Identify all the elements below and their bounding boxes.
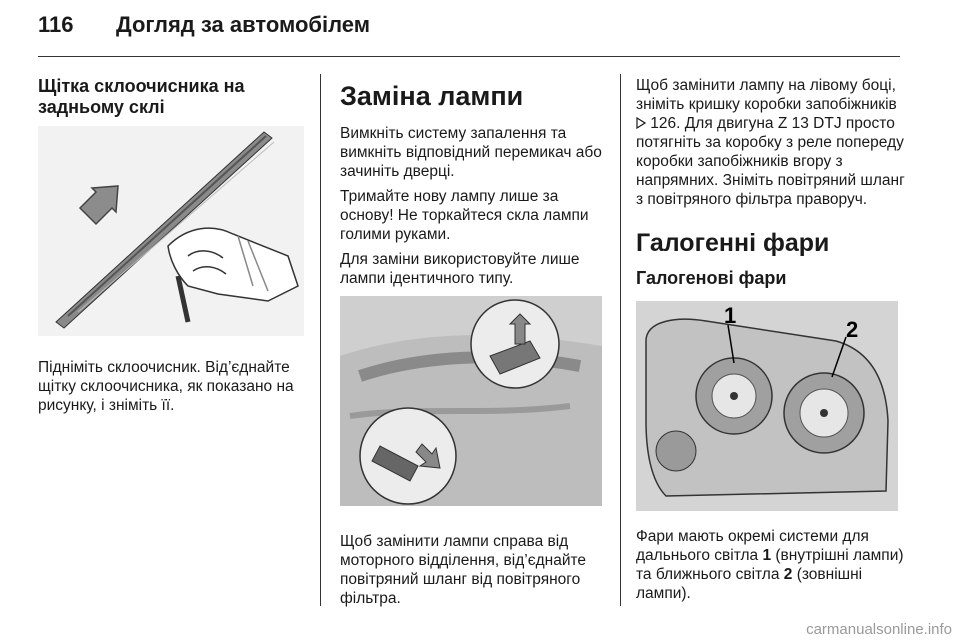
column-divider-2	[620, 74, 621, 606]
section-heading-wiper: Щітка склоочисника на задньому склі	[38, 76, 245, 117]
left-side-para	[636, 76, 906, 209]
column-3	[636, 76, 906, 609]
column-1	[38, 76, 306, 421]
bulb-para-2: Тримайте нову лампу лише за основу! Не торкайтеся скла лампи голими руками.	[340, 188, 589, 243]
header-rule	[38, 56, 900, 57]
engine-bay-illustration	[340, 296, 602, 506]
triangle-ref-icon	[636, 117, 646, 129]
caption-bold-1: 1	[762, 547, 772, 564]
figure-label-2: 2	[846, 317, 859, 342]
caption-text-c: (внутрішні лампи) та ближнього світла	[636, 547, 904, 583]
page-header	[38, 12, 370, 52]
page-number: 116	[38, 12, 74, 37]
headlamp-caption	[636, 527, 906, 603]
section-heading-bulb: Заміна лампи	[340, 81, 524, 111]
left-side-text-b: 126. Для двигуна Z 13 DTJ просто потягніть за коробку з реле попереду коробки запобіжників вгору з напрямних. Зніміть повітряний шланг з повітряного фільтра праворуч.	[636, 115, 905, 208]
arrow-up-left-icon	[80, 186, 118, 224]
figure-label-1: 1	[724, 303, 737, 328]
bulb-para-4: Щоб замінити лампи справа від моторного відділення, від’єднайте повітряний шланг від повітряного фільтра.	[340, 533, 587, 607]
left-side-text-a: Щоб замінити лампу на лівому боці, зніміть кришку коробки запобіжників	[636, 77, 897, 113]
headlamp-illustration	[636, 301, 898, 511]
column-divider-1	[320, 74, 321, 606]
wiper-instructions: Підніміть склоочисник. Від’єднайте щітку склоочисника, як показано на рисунку, і зніміть її.	[38, 359, 294, 414]
bulb-para-1: Вимкніть систему запалення та вимкніть відповідний перемикач або зачиніть дверці.	[340, 125, 602, 180]
bulb-para-3: Для заміни використовуйте лише лампи ідентичного типу.	[340, 251, 580, 287]
caption-text-a: Фари мають окремі системи для дальнього світла	[636, 528, 869, 564]
watermark: carmanualsonline.info	[806, 621, 952, 638]
wiper-blade	[56, 132, 274, 328]
caption-text-e: (зовнішні лампи).	[636, 566, 863, 602]
section-heading-halogen: Галогенні фари	[636, 229, 830, 257]
subheading-halogen: Галогенові фари	[636, 268, 787, 288]
page-title: Догляд за автомобілем	[116, 12, 371, 37]
column-2	[340, 76, 606, 614]
wiper-illustration	[38, 126, 304, 336]
hand-illustration	[168, 228, 298, 301]
caption-bold-2: 2	[783, 566, 793, 583]
